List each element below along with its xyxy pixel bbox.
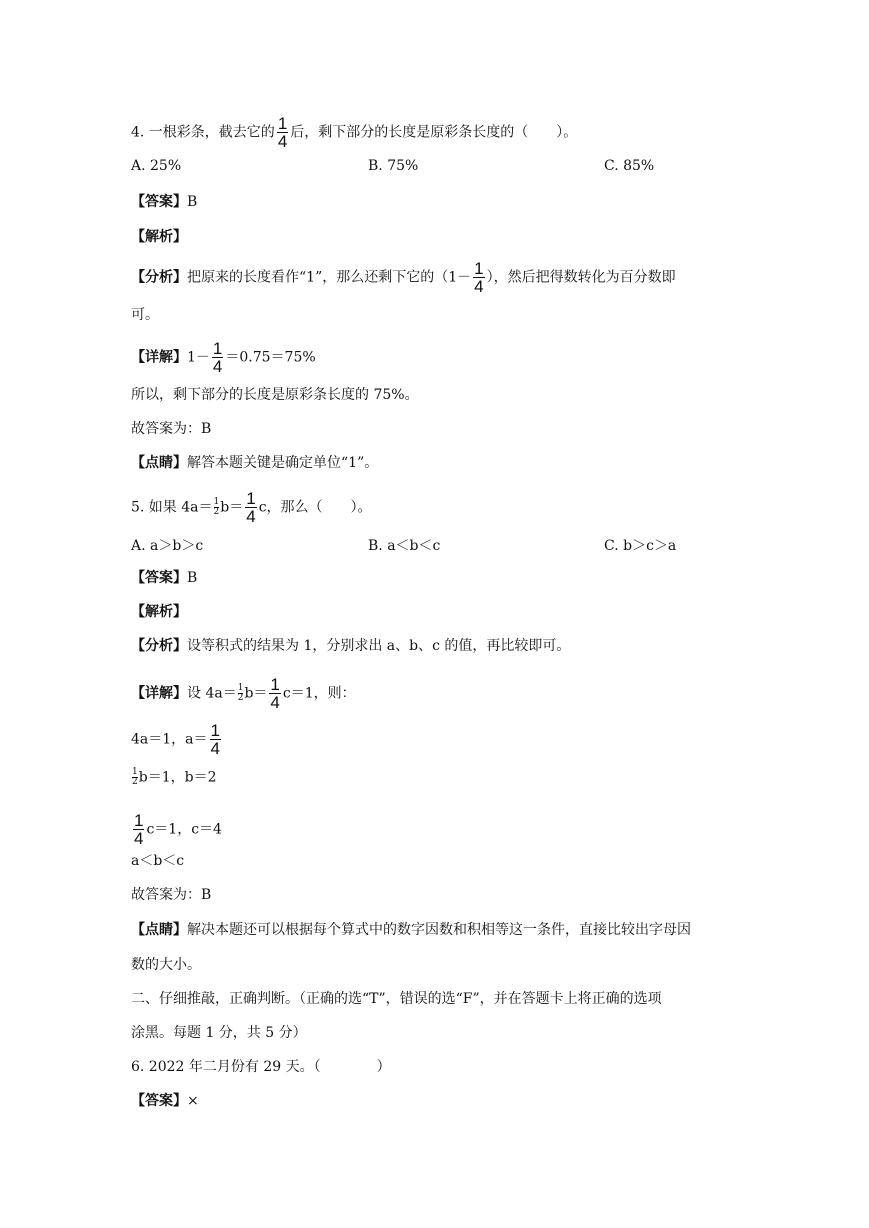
frac-den: 4 (212, 357, 223, 376)
frac-den: 2 (132, 777, 138, 787)
comment-text: 解决本题还可以根据每个算式中的数字因数和积相等这一条件，直接比较出字母因 (187, 922, 691, 938)
step-text: 4a＝1，a＝ (131, 731, 208, 748)
q5-stem-text-2: b＝ (220, 499, 244, 516)
frac-den: 2 (237, 693, 244, 703)
q4-so: 所以，剩下部分的长度是原彩条长度的 75%。 (131, 387, 419, 403)
answer-tag: 【答案】 (131, 194, 187, 210)
analysis-tag: 【分析】 (131, 638, 187, 654)
answer-value: B (187, 570, 198, 586)
q5-step2 (131, 768, 216, 787)
analysis-tag: 【分析】 (131, 269, 187, 286)
q5-stem (131, 490, 372, 525)
fraction-one-quarter (473, 260, 484, 295)
q5-comment (131, 921, 691, 939)
frac-den: 4 (270, 693, 280, 712)
q5-option-a: A. a＞b＞c (131, 538, 204, 554)
q5-option-b: B. a＜b＜c (368, 538, 441, 554)
q4-analysis (131, 260, 676, 295)
fraction-one-quarter (210, 722, 221, 757)
answer-value: B (187, 194, 198, 210)
q5-stem-text-3: c，那么（ ）。 (258, 499, 372, 516)
q5-detail (131, 676, 356, 711)
analysis-text-2: ），然后把得数转化为百分数即 (486, 269, 676, 286)
fraction-one-half (238, 684, 244, 703)
frac-num: 1 (213, 497, 220, 507)
frac-num: 1 (474, 259, 484, 278)
answer-value: × (187, 1093, 199, 1109)
q4-stem (131, 115, 577, 150)
q5-result: a＜b＜c (131, 853, 185, 869)
q4-option-b: B. 75% (368, 158, 419, 174)
fraction-one-half (214, 498, 220, 517)
frac-den: 4 (277, 132, 288, 151)
detail-tag: 【详解】 (131, 349, 187, 366)
q6-answer (131, 1092, 199, 1110)
q5-analysis (131, 637, 570, 655)
q4-detail (131, 340, 316, 375)
fraction-one-half (132, 768, 138, 787)
q5-option-c: C. b＞c＞a (604, 538, 677, 554)
frac-num: 1 (277, 114, 288, 133)
comment-tag: 【点睛】 (131, 455, 187, 471)
q4-option-a: A. 25% (131, 158, 182, 174)
section2-heading: 二、仔细推敲，正确判断。（正确的选“T”，错误的选“F”，并在答题卡上将正确的选项 (131, 991, 662, 1007)
q4-answer (131, 193, 197, 211)
frac-num: 1 (210, 721, 220, 740)
comment-text: 解答本题关键是确定单位“1”。 (187, 455, 379, 471)
fraction-one-quarter (277, 115, 288, 150)
q4-analysis-title: 【解析】 (131, 229, 187, 245)
q4-analysis-cont: 可。 (131, 307, 159, 323)
q4-stem-text-2: 后，剩下部分的长度是原彩条长度的（ ）。 (290, 124, 578, 141)
q5-analysis-title: 【解析】 (131, 604, 187, 620)
frac-den: 4 (134, 829, 144, 848)
q5-comment-cont: 数的大小。 (131, 957, 201, 973)
q4-comment (131, 454, 378, 472)
q4-stem-text: 4. 一根彩条，截去它的 (131, 124, 275, 141)
q5-step1 (131, 722, 223, 757)
detail-text: 设 4a＝ (187, 685, 237, 702)
q6-stem: 6. 2022 年二月份有 29 天。（ ） (131, 1059, 391, 1075)
answer-tag: 【答案】 (131, 1093, 187, 1109)
frac-den: 4 (474, 277, 484, 296)
detail-text-2: ＝0.75＝75% (225, 349, 316, 366)
frac-num: 1 (212, 339, 223, 358)
comment-tag: 【点睛】 (131, 922, 187, 938)
detail-text-2: b＝ (244, 685, 268, 702)
detail-text: 1－ (187, 349, 210, 366)
q4-final: 故答案为：B (131, 421, 212, 437)
fraction-one-quarter (269, 676, 280, 711)
step-text: b＝1，b＝2 (138, 769, 217, 786)
section2-heading-cont: 涂黑。每题 1 分，共 5 分） (131, 1025, 307, 1041)
frac-den: 4 (246, 507, 256, 526)
fraction-one-quarter (212, 340, 223, 375)
frac-num: 1 (246, 489, 256, 508)
q5-stem-text: 5. 如果 4a＝ (131, 499, 213, 516)
q5-answer (131, 569, 197, 587)
frac-num: 1 (132, 767, 138, 777)
frac-num: 1 (134, 811, 144, 830)
frac-num: 1 (237, 683, 244, 693)
fraction-one-quarter (245, 490, 256, 525)
detail-text-3: c＝1，则： (282, 685, 356, 702)
frac-num: 1 (270, 675, 280, 694)
q4-option-c: C. 85% (604, 158, 655, 174)
fraction-one-quarter (133, 812, 144, 847)
step-text: c＝1，c＝4 (146, 821, 222, 838)
answer-tag: 【答案】 (131, 570, 187, 586)
analysis-text: 设等积式的结果为 1，分别求出 a、b、c 的值，再比较即可。 (187, 638, 571, 654)
frac-den: 4 (210, 739, 220, 758)
analysis-text: 把原来的长度看作“1”，那么还剩下它的（1－ (187, 269, 472, 286)
q5-step3 (131, 812, 222, 847)
detail-tag: 【详解】 (131, 685, 187, 702)
q5-final: 故答案为：B (131, 887, 212, 903)
frac-den: 2 (213, 507, 220, 517)
